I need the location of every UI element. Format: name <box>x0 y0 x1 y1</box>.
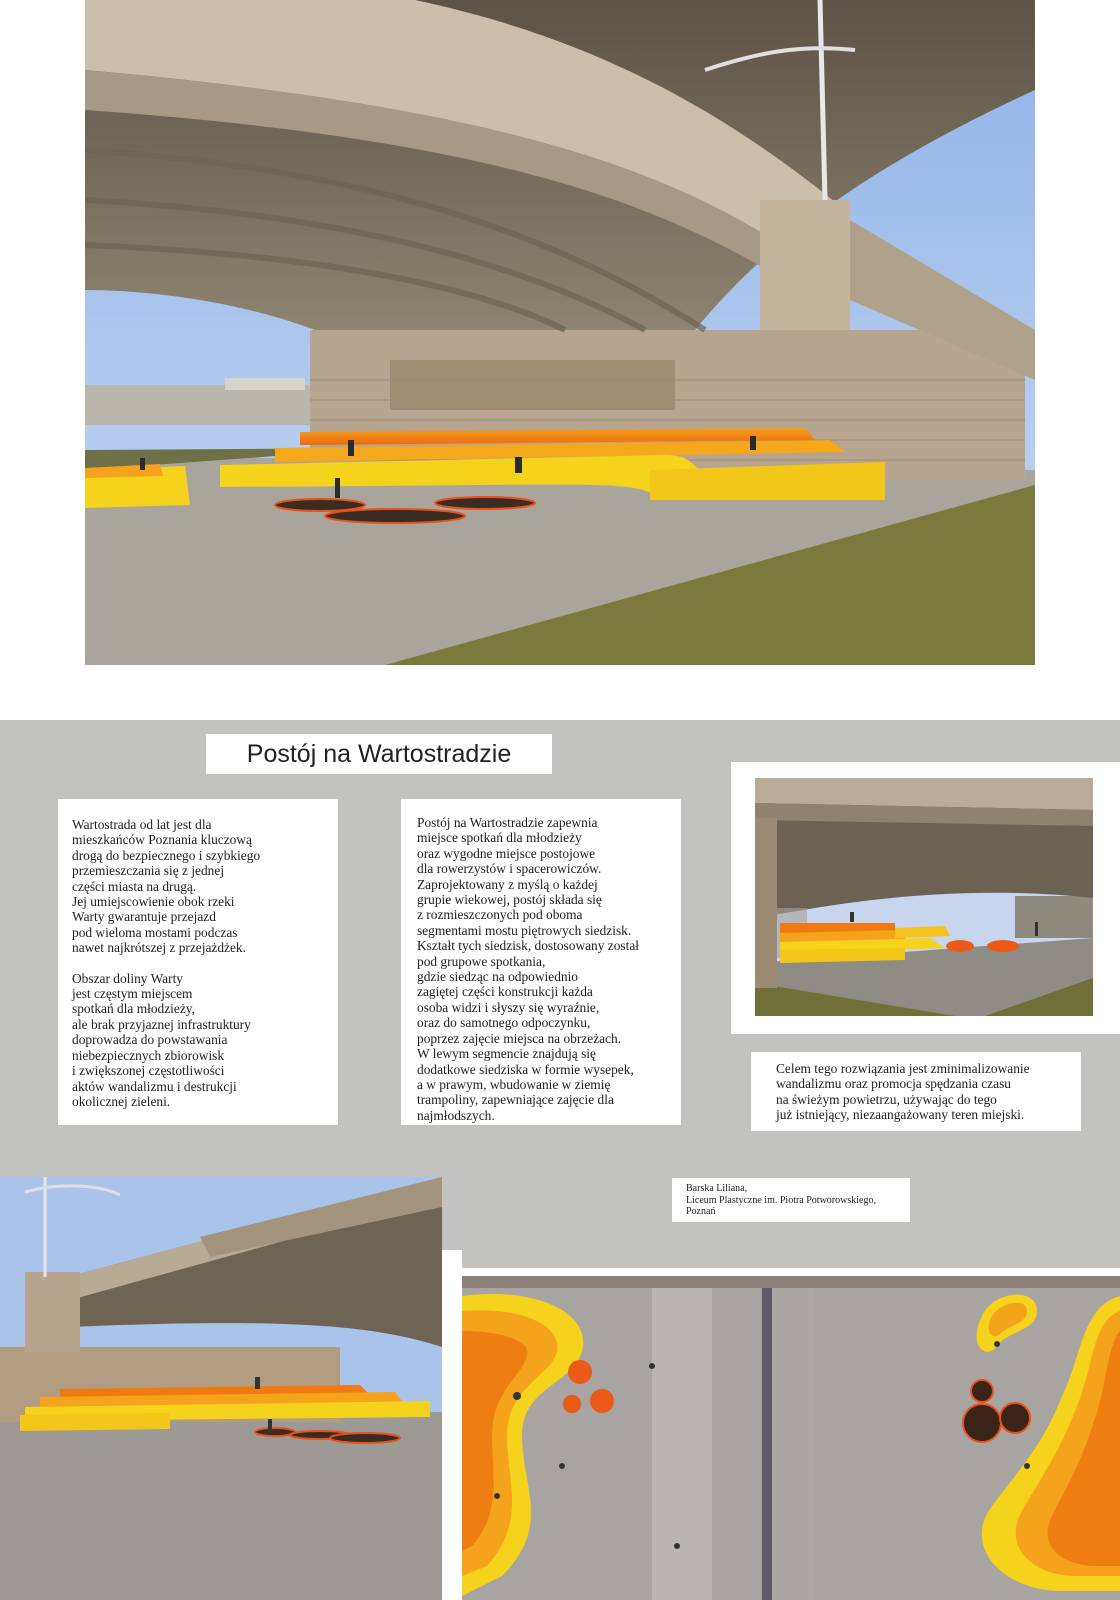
paragraph-wartostrada: Wartostrada od lat jest dla mieszkańców Poznania kluczową drogą do bezpiecznego i szybkiego przemieszczania się z jednej części miasta na drugą. Jej umiejscowienie obok rzeki Warty gwarantuje przejazd pod wieloma mostami podczas nawet najkrótszej z przejażdżek. <box>72 817 261 956</box>
paragraph-warta-valley: Obszar doliny Warty jest częstym miejscem spotkań dla młodzieży, ale brak przyjaznej infrastruktury doprowadza do powstawania niebezpiecznych zbiorowisk i zwiększonej częstotliwości aktów wandalizmu i destrukcji okolicznej zieleni. <box>72 970 251 1109</box>
paragraph-description: Postój na Wartostradzie zapewnia miejsce spotkań dla młodzieży oraz wygodne miejsce postojowe dla rowerzystów i spacerowiczów. Zaprojektowany z myślą o każdej grupie wiekowej, postój składa się z rozmieszczonych pod oboma segmentami mostu piętrowych siedzisk. Kształt tych siedzisk, dostosowany został pod grupowe spotkania, gdzie siedząc na odpowiednio zagiętej części konstrukcji każda osoba widzi i słyszy się wyraźnie, oraz do samotnego odpoczynku, poprzez zajęcie miejsca na obrzeżach. W lewym segmencie znajdują się dodatkowe siedziska w formie wysepek, a w prawym, wbudowanie w ziemię trampoliny, zapewniające zajęcie dla najmłodszych. <box>417 815 640 1123</box>
author-credit: Barska Liliana, Liceum Plastyczne im. Piotra Potworowskiego, Poznań <box>672 1178 910 1222</box>
site-plan-top-view <box>462 1276 1120 1600</box>
bridge-render-bottom-left <box>0 1177 442 1600</box>
main-bridge-render <box>85 0 1035 665</box>
title-box <box>206 734 552 774</box>
text-box-left <box>58 799 338 1125</box>
text-box-right <box>751 1052 1081 1131</box>
page-title: Postój na Wartostradzie <box>246 739 512 768</box>
bridge-render-right <box>755 778 1093 1016</box>
gray-strip <box>462 1250 1120 1268</box>
paragraph-goal: Celem tego rozwiązania jest zminimalizowanie wandalizmu oraz promocja spędzania czasu na świeżym powietrzu, używając do tego już istniejący, niezaangażowany teren miejski. <box>776 1061 1030 1123</box>
text-box-middle <box>401 799 681 1125</box>
